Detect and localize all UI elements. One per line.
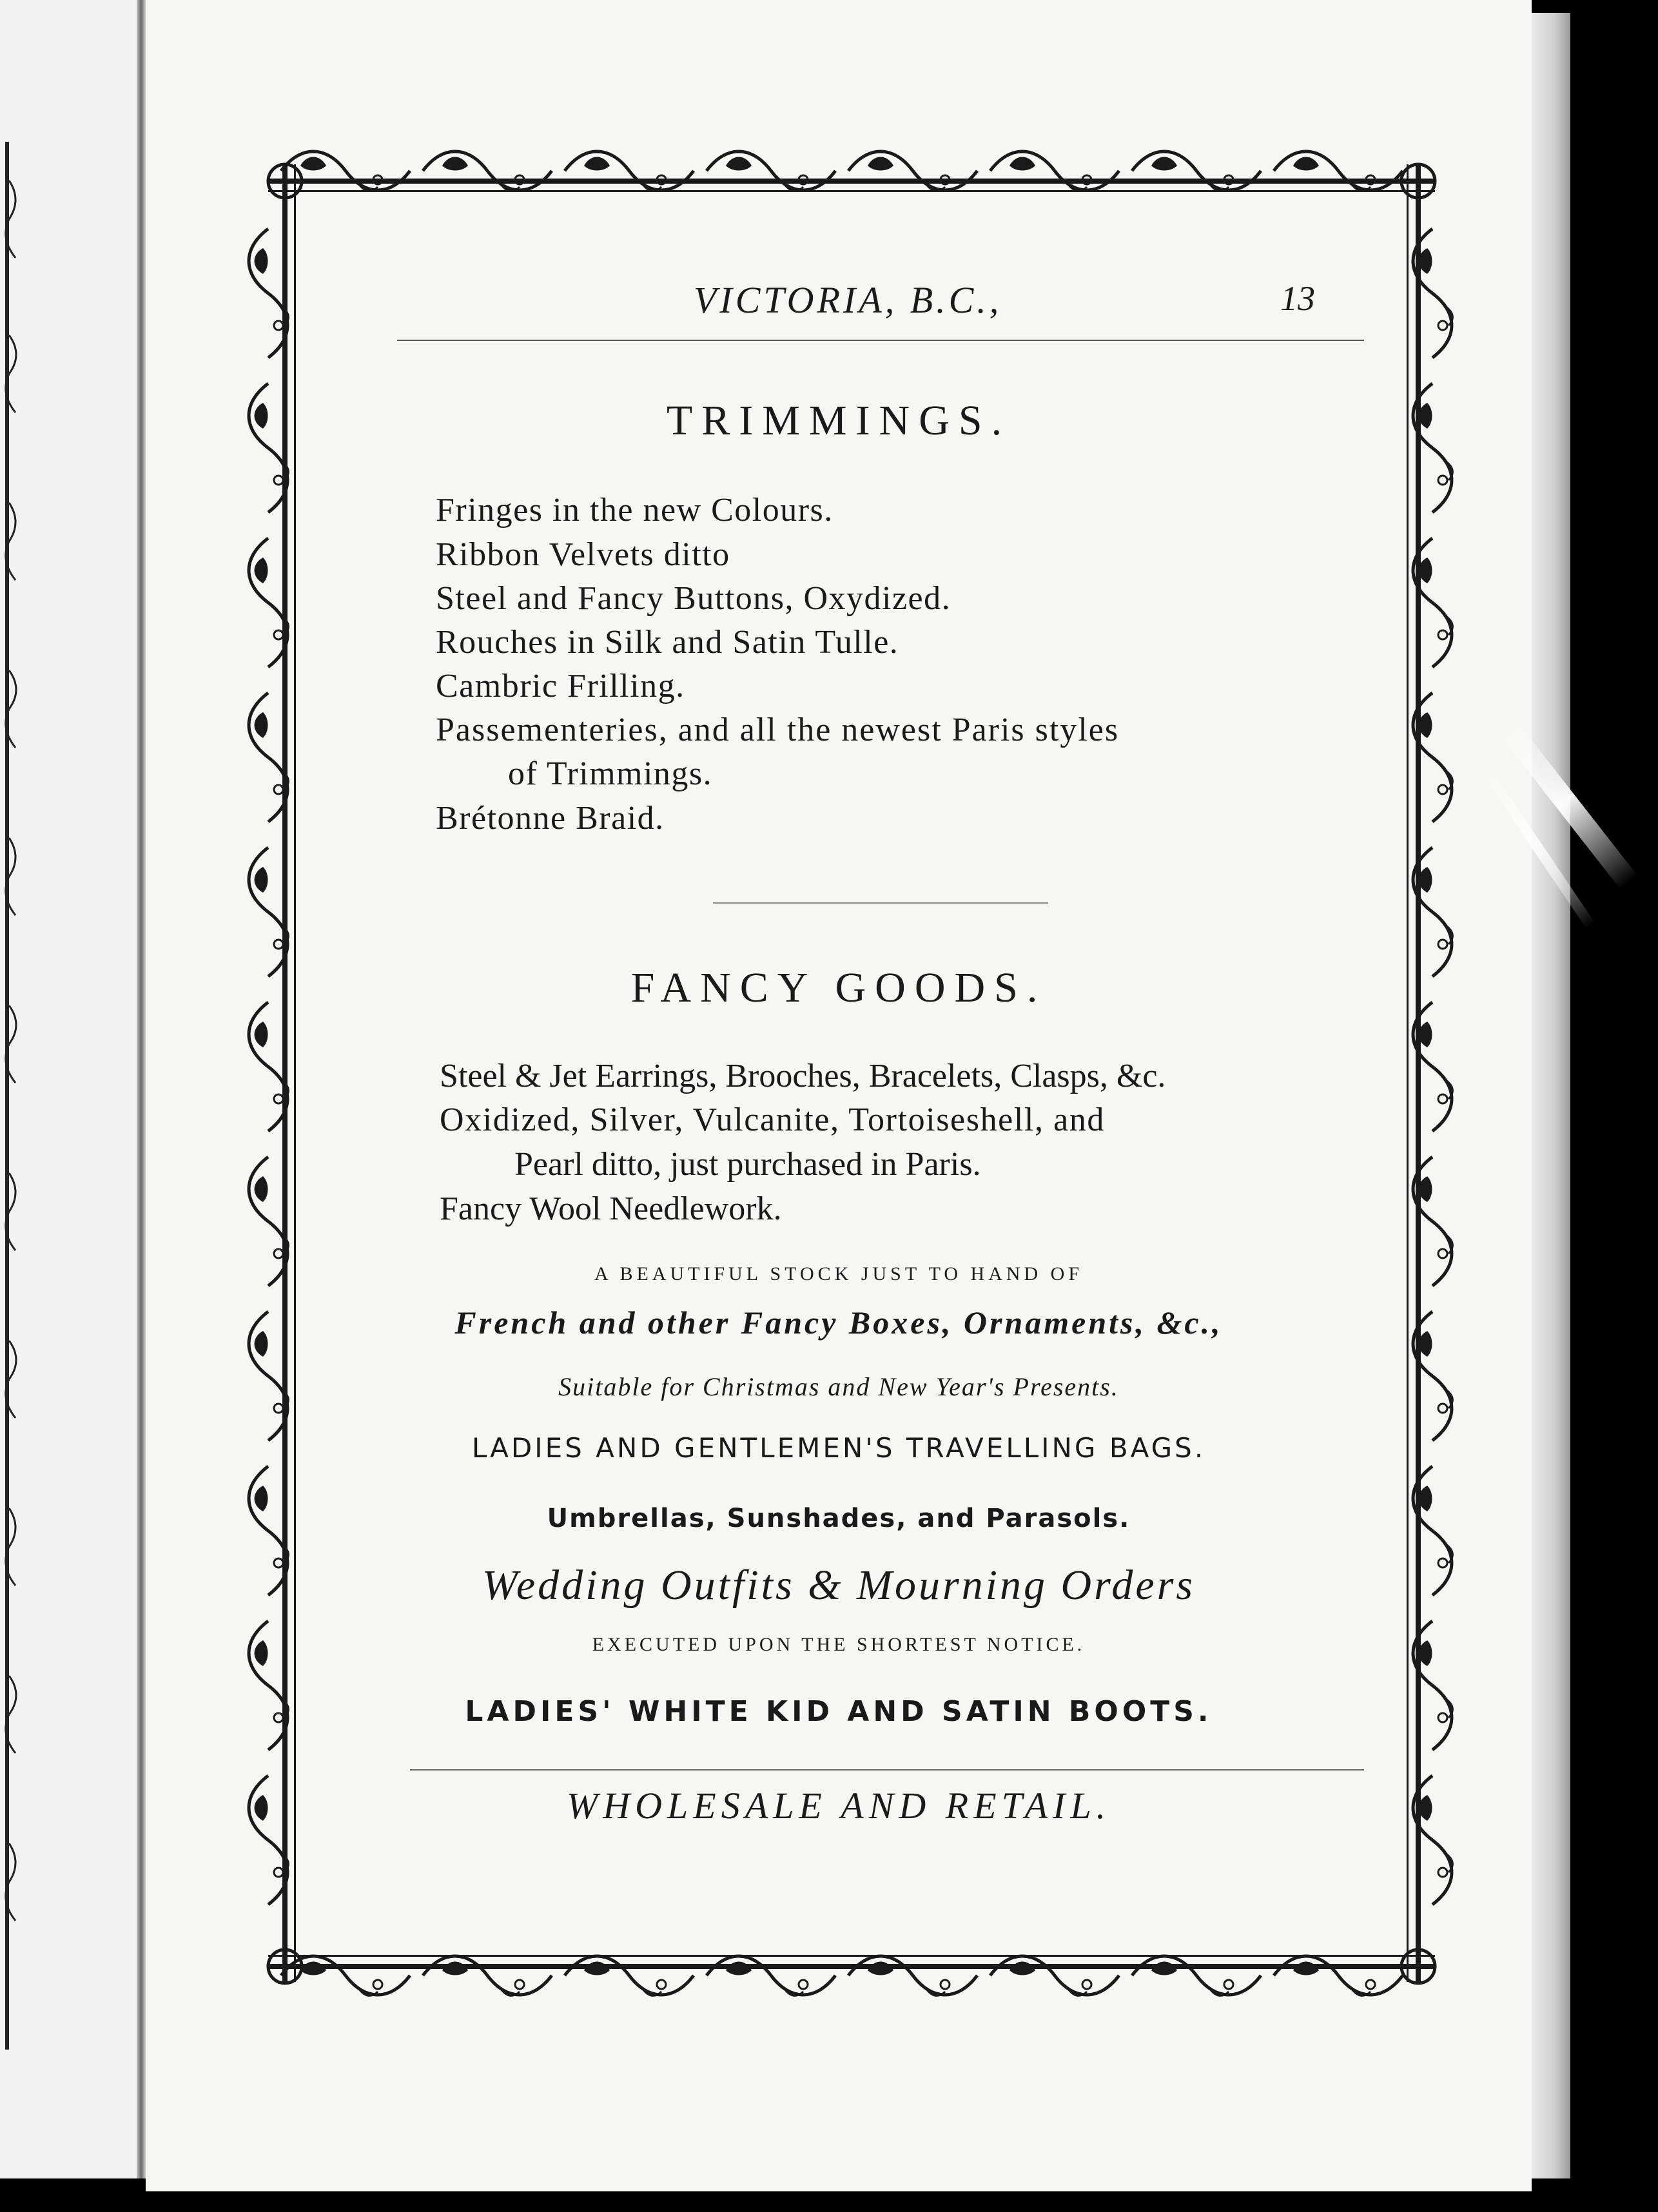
catalogue-page <box>146 0 1532 2191</box>
facing-page <box>0 0 142 2178</box>
travelling-bags-line: LADIES AND GENTLEMEN'S TRAVELLING BAGS. <box>471 1432 1206 1464</box>
footer-rule <box>410 1769 1364 1771</box>
page-edge-shadow <box>1532 13 1570 2178</box>
boots-line: LADIES' WHITE KID AND SATIN BOOTS. <box>465 1695 1213 1728</box>
fancy-goods-item-continued: Pearl ditto, just purchased in Paris. <box>514 1146 981 1183</box>
trimmings-heading: TRIMMINGS. <box>666 397 1011 444</box>
header-place: VICTORIA, B.C., <box>694 279 1002 321</box>
executed-notice: EXECUTED UPON THE SHORTEST NOTICE. <box>592 1634 1086 1655</box>
trimmings-item: Ribbon Velvets ditto <box>436 536 730 573</box>
section-divider <box>713 902 1048 904</box>
trimmings-item: Cambric Frilling. <box>436 668 685 704</box>
trimmings-item: Rouches in Silk and Satin Tulle. <box>436 624 899 661</box>
stock-notice: A BEAUTIFUL STOCK JUST TO HAND OF <box>594 1263 1084 1285</box>
trimmings-item: Steel and Fancy Buttons, Oxydized. <box>436 580 951 617</box>
fancy-goods-item: Fancy Wool Needlework. <box>440 1190 782 1227</box>
page-number: 13 <box>1280 279 1315 318</box>
wedding-outfits-line: Wedding Outfits & Mourning Orders <box>482 1562 1196 1609</box>
fancy-goods-item: Steel & Jet Earrings, Brooches, Bracelets, Clasps, &c. <box>440 1058 1166 1094</box>
fancy-goods-heading: FANCY GOODS. <box>630 964 1047 1011</box>
trimmings-item: Passementeries, and all the newest Paris styles <box>436 712 1120 748</box>
facing-page-ornament <box>0 142 26 2050</box>
header-rule <box>397 340 1364 341</box>
wholesale-retail-line: WHOLESALE AND RETAIL. <box>566 1785 1111 1827</box>
trimmings-item-continued: of Trimmings. <box>508 755 713 792</box>
trimmings-item: Brétonne Braid. <box>436 800 665 837</box>
fancy-goods-item: Oxidized, Silver, Vulcanite, Tortoiseshell, and <box>440 1101 1106 1138</box>
book-gutter <box>137 0 146 2178</box>
umbrellas-line: Umbrellas, Sunshades, and Parasols. <box>547 1504 1131 1533</box>
presents-line: Suitable for Christmas and New Year's Presents. <box>558 1372 1119 1401</box>
trimmings-item: Fringes in the new Colours. <box>436 492 834 529</box>
fancy-boxes-line: French and other Fancy Boxes, Ornaments, &c., <box>454 1305 1223 1341</box>
